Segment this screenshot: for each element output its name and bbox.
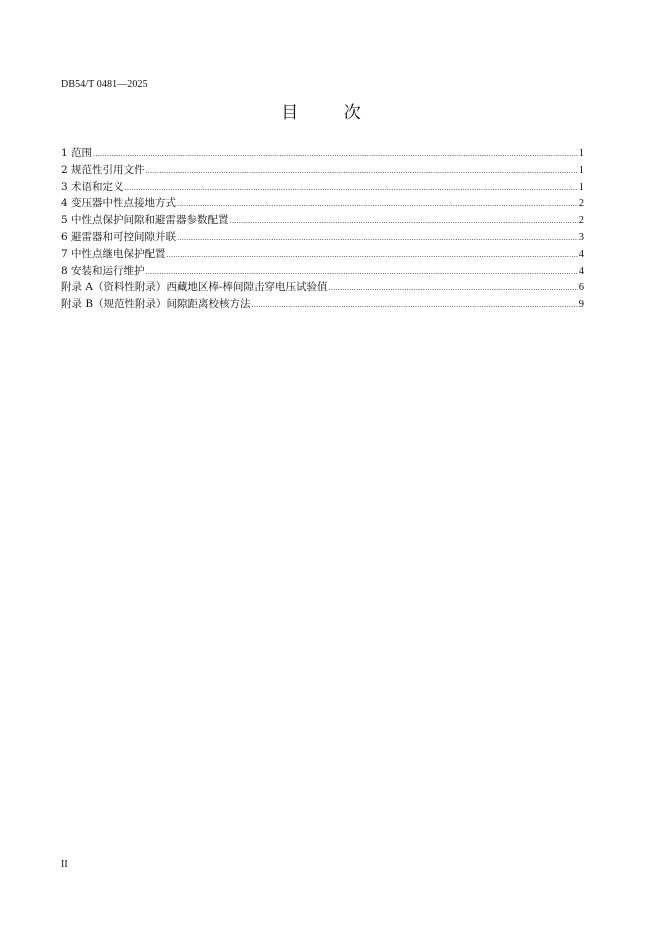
toc-entry-label: 4 变压器中性点接地方式 <box>61 197 177 210</box>
toc-entry[interactable] <box>61 162 584 179</box>
toc-entry-label: 附录 B（规范性附录）间隙距离校核方法 <box>61 298 251 311</box>
toc-leader-dots <box>167 247 578 264</box>
toc-entry[interactable] <box>61 229 584 246</box>
toc-leader-dots <box>93 146 578 163</box>
toc-entry-page: 2 <box>578 198 584 210</box>
toc-entry-label: 1 范围 <box>61 147 93 159</box>
toc-entry-page: 1 <box>578 148 584 159</box>
toc-entry[interactable] <box>61 279 584 296</box>
toc-leader-dots <box>328 280 577 297</box>
toc-entry[interactable] <box>61 145 584 162</box>
toc-entry-page: 6 <box>578 282 584 294</box>
toc-leader-dots <box>146 163 578 180</box>
toc-entry[interactable] <box>61 212 584 229</box>
toc-entry[interactable] <box>61 263 584 280</box>
toc-entry-label: 附录 A（资料性附录）西藏地区棒-棒间隙击穿电压试验值 <box>61 281 328 294</box>
toc-leader-dots <box>177 230 578 247</box>
toc-entry-label: 7 中性点继电保护配置 <box>61 247 166 260</box>
toc-title: 目 次 <box>281 103 381 123</box>
table-of-contents <box>61 145 584 313</box>
toc-entry-page: 9 <box>578 299 584 311</box>
toc-entry-page: 2 <box>578 215 584 227</box>
document-code: DB54/T 0481—2025 <box>61 79 148 90</box>
toc-entry[interactable] <box>61 296 584 313</box>
toc-leader-dots <box>125 180 578 197</box>
toc-leader-dots <box>177 196 578 213</box>
toc-leader-dots <box>230 213 578 230</box>
toc-entry-page: 1 <box>578 164 584 176</box>
toc-entry-label: 3 术语和定义 <box>61 180 124 193</box>
toc-entry-label: 8 安装和运行维护 <box>61 264 145 277</box>
toc-entry-page: 1 <box>578 181 584 193</box>
toc-entry[interactable] <box>61 179 584 196</box>
toc-leader-dots <box>252 297 578 314</box>
toc-entry-label: 2 规范性引用文件 <box>61 163 145 176</box>
toc-entry-page: 3 <box>578 231 584 243</box>
toc-entry-label: 6 避雷器和可控间隙并联 <box>61 230 177 243</box>
toc-entry[interactable] <box>61 195 584 212</box>
toc-entry-label: 5 中性点保护间隙和避雷器参数配置 <box>61 214 229 227</box>
page-number: II <box>61 859 68 870</box>
toc-entry[interactable] <box>61 246 584 263</box>
toc-leader-dots <box>146 264 578 281</box>
toc-entry-page: 4 <box>578 265 584 277</box>
toc-entry-page: 4 <box>578 248 584 260</box>
